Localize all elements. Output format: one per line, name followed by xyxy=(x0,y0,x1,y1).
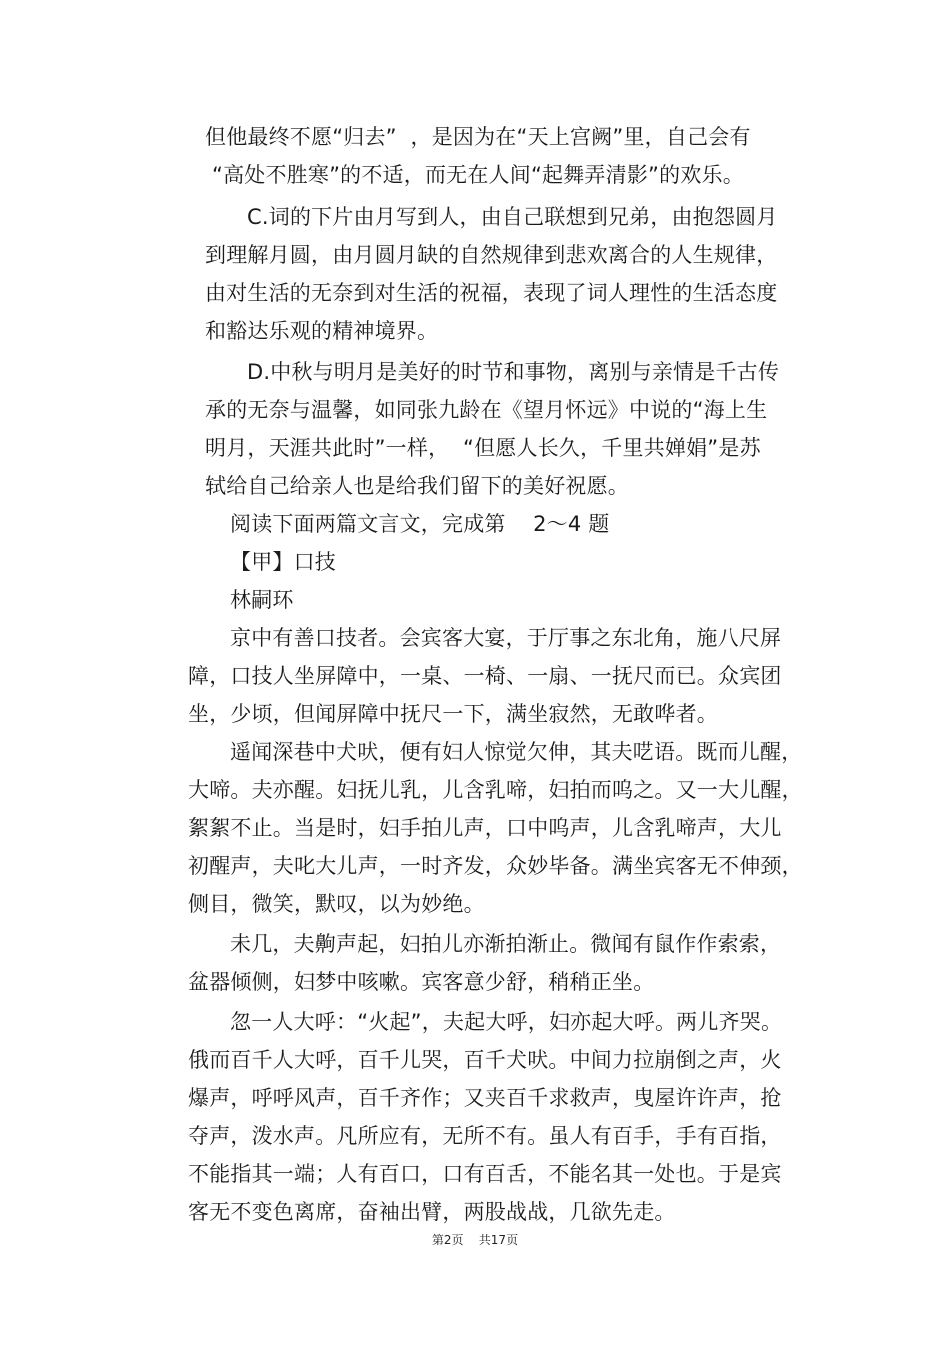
text-line-25: 俄而百千人大呼，百千儿哭，百千犬吠。中间力拉崩倒之声，火 xyxy=(188,1048,782,1072)
text-line-3: C.词的下片由月写到人，由自己联想到兄弟，由抱怨圆月 xyxy=(247,205,778,229)
text-line-14: 京中有善口技者。会宾客大宴，于厅事之东北角，施八尺屏 xyxy=(230,626,782,650)
text-line-11: 阅读下面两篇文言文，完成第 2～4 题 xyxy=(230,512,610,536)
text-line-26: 爆声，呼呼风声，百千齐作；又夹百千求救声，曳屋许许声，抢 xyxy=(188,1086,782,1110)
text-line-9: 明月，天涯共此时”一样， “但愿人长久，千里共婵娟”是苏 xyxy=(205,436,761,460)
text-line-5: 由对生活的无奈到对生活的祝福，表现了词人理性的生活态度 xyxy=(205,281,778,305)
text-line-21: 侧目，微笑，默叹，以为妙绝。 xyxy=(188,892,485,916)
text-line-20: 初醒声，夫叱大儿声，一时齐发，众妙毕备。满坐宾客无不伸颈， xyxy=(188,854,803,878)
page-footer: 第2页 共17页 xyxy=(431,1233,519,1247)
text-line-10: 轼给自己给亲人也是给我们留下的美好祝愿。 xyxy=(205,474,629,498)
text-line-16: 坐，少顷，但闻屏障中抚尺一下，满坐寂然，无敢哗者。 xyxy=(188,702,718,726)
text-line-19: 絮絮不止。当是时，妇手拍儿声，口中呜声，儿含乳啼声，大儿 xyxy=(188,816,782,840)
text-line-22: 未几，夫齁声起，妇拍儿亦渐拍渐止。微闻有鼠作作索索， xyxy=(230,932,782,956)
text-line-1: 但他最终不愿“归去” ，是因为在“天上宫阙”里，自己会有 xyxy=(205,125,751,149)
text-line-12: 【甲】口技 xyxy=(230,550,336,574)
text-line-8: 承的无奈与温馨，如同张九龄在《望月怀远》中说的“海上生 xyxy=(205,398,768,422)
text-line-27: 夺声，泼水声。凡所应有，无所不有。虽人有百手，手有百指， xyxy=(188,1124,782,1148)
text-line-29: 客无不变色离席，奋袖出臂，两股战战，几欲先走。 xyxy=(188,1200,676,1224)
text-line-7: D.中秋与明月是美好的时节和事物，离别与亲情是千古传 xyxy=(247,360,780,384)
text-line-15: 障，口技人坐屏障中，一桌、一椅、一扇、一抚尺而已。众宾团 xyxy=(188,664,782,688)
text-line-4: 到理解月圆，由月圆月缺的自然规律到悲欢离合的人生规律， xyxy=(205,243,778,267)
text-line-23: 盆器倾侧，妇梦中咳嗽。宾客意少舒，稍稍正坐。 xyxy=(188,970,655,994)
text-line-13: 林嗣环 xyxy=(230,588,294,612)
text-line-24: 忽一人大呼：“火起”，夫起大呼，妇亦起大呼。两儿齐哭。 xyxy=(230,1010,783,1034)
text-line-28: 不能指其一端；人有百口，口有百舌，不能名其一处也。于是宾 xyxy=(188,1162,782,1186)
text-line-2: “高处不胜寒”的不适，而无在人间“起舞弄清影”的欢乐。 xyxy=(212,163,744,187)
text-line-18: 大啼。夫亦醒。妇抚儿乳，儿含乳啼，妇拍而呜之。又一大儿醒， xyxy=(188,778,803,802)
text-line-6: 和豁达乐观的精神境界。 xyxy=(205,319,439,343)
text-line-17: 遥闻深巷中犬吠，便有妇人惊觉欠伸，其夫呓语。既而儿醒， xyxy=(230,740,803,764)
